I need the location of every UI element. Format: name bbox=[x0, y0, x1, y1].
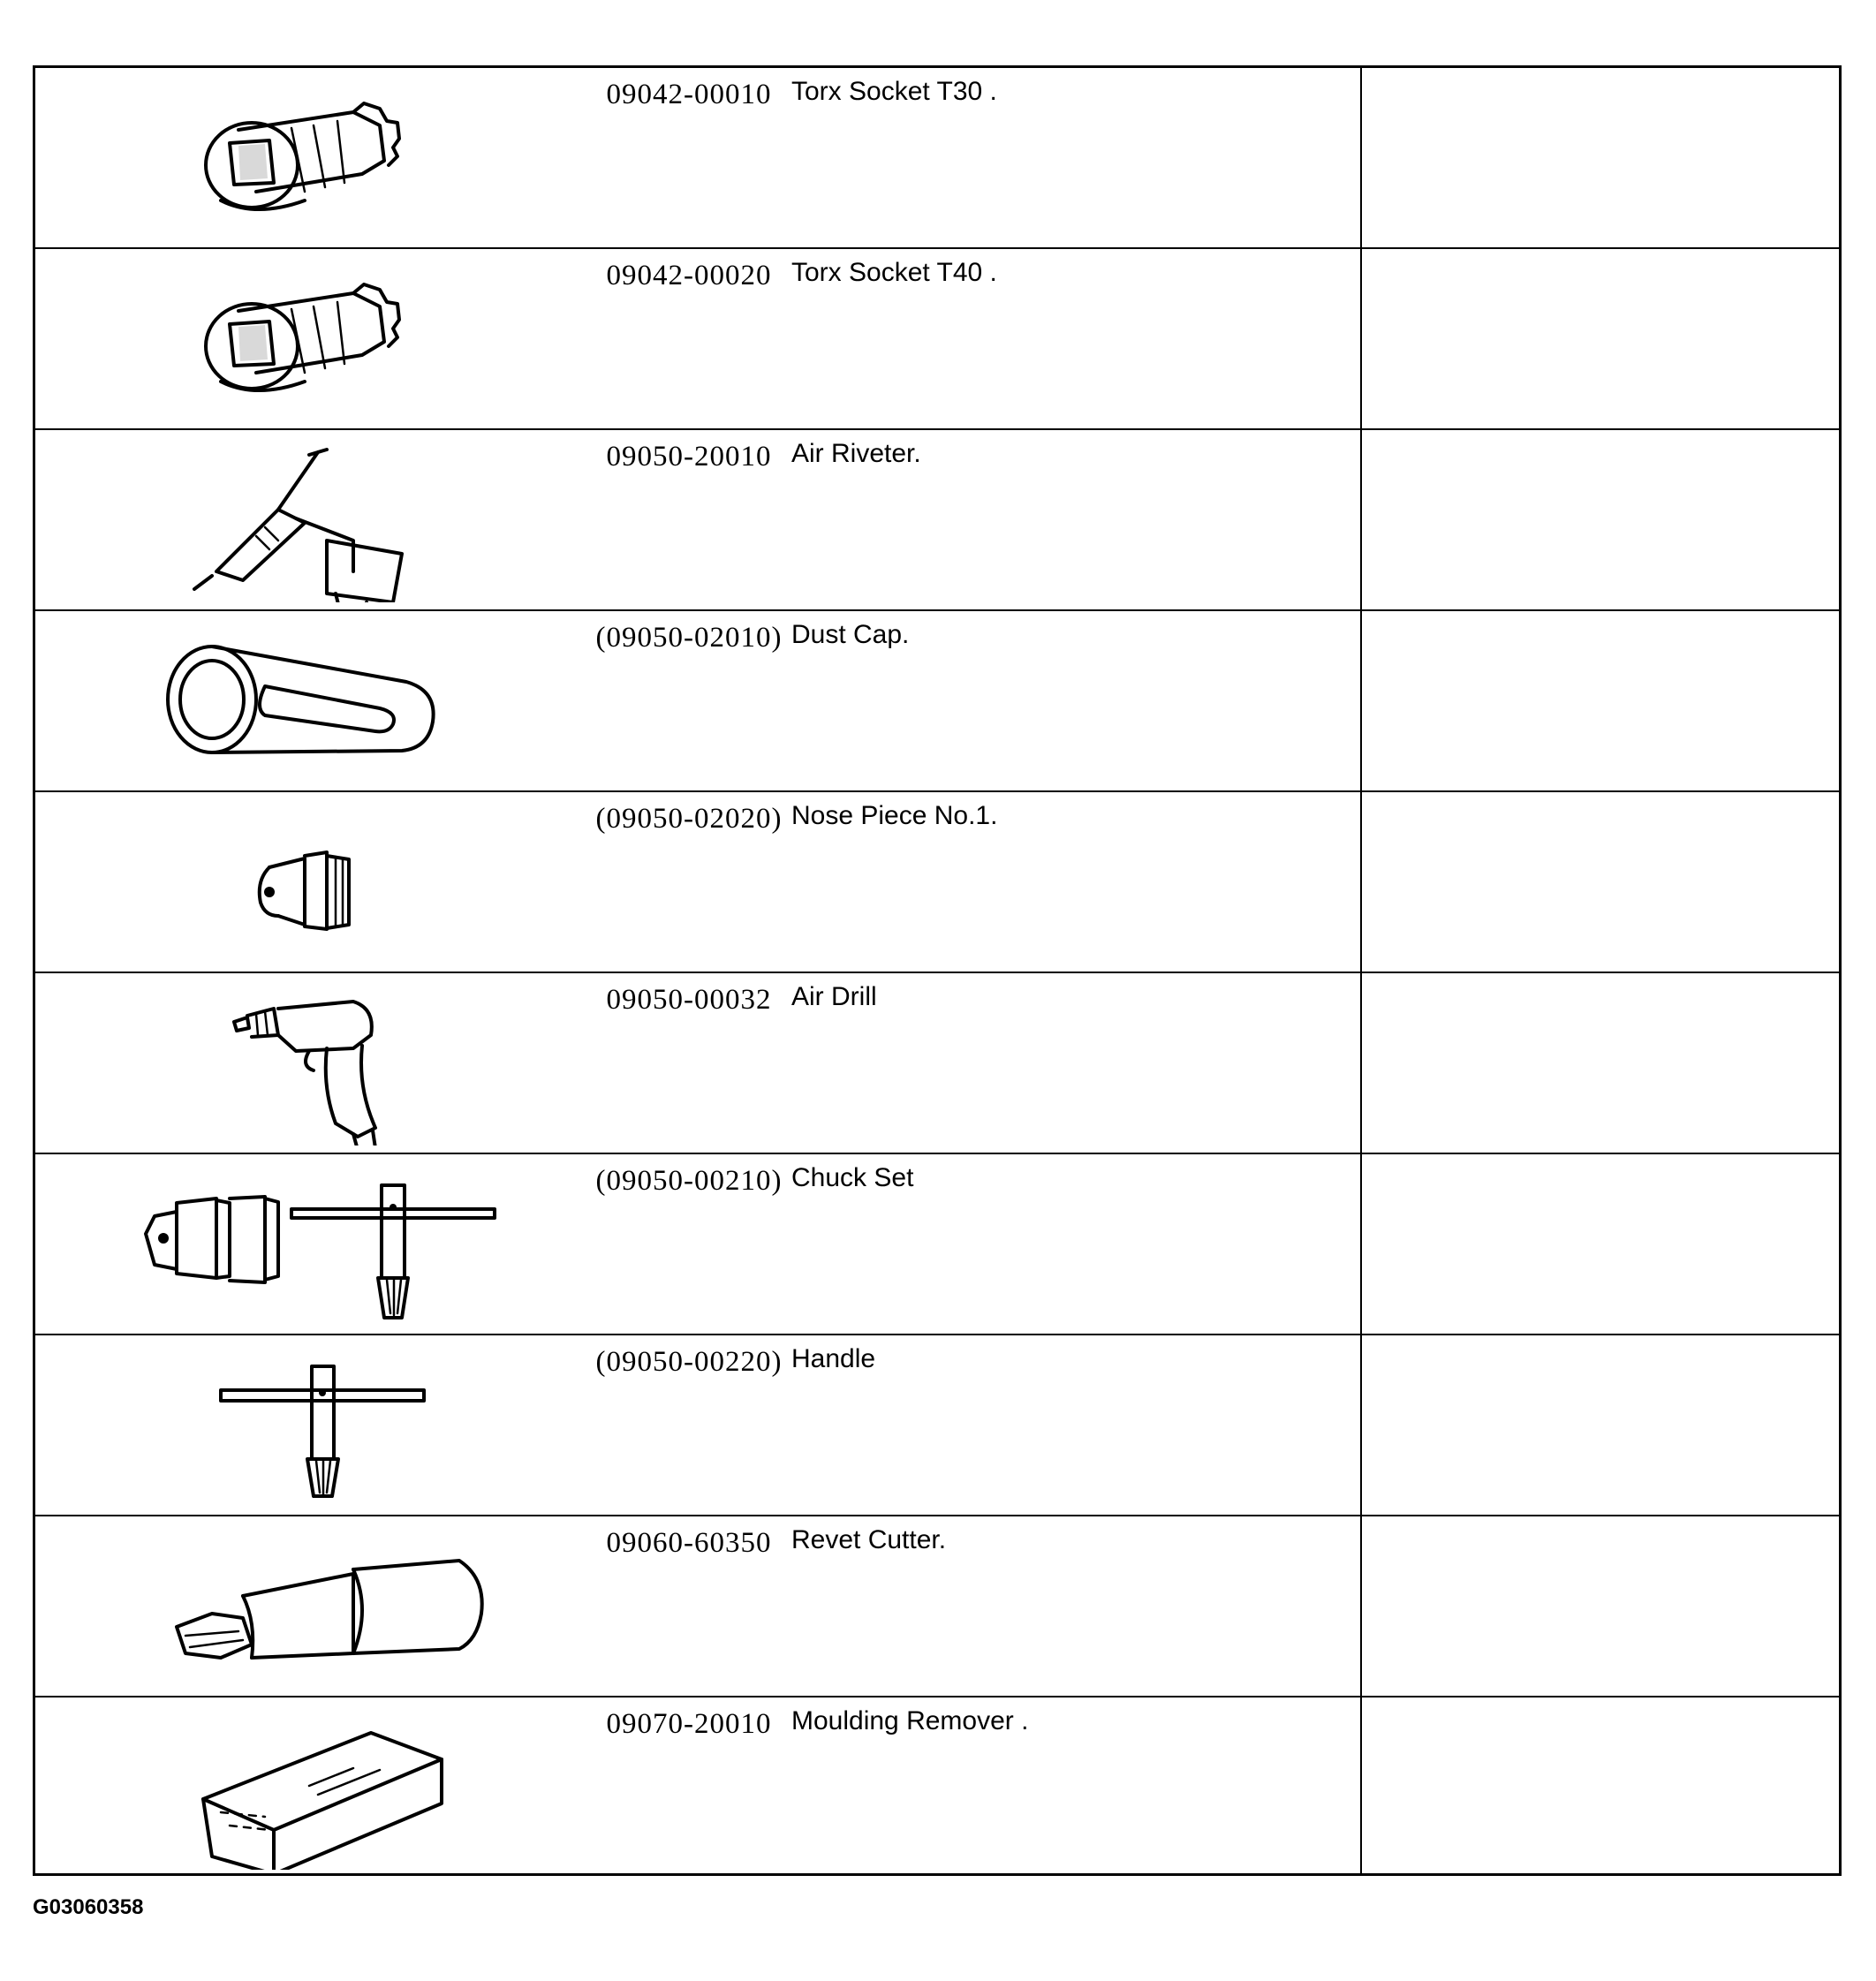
tool-name: Air Drill bbox=[791, 982, 877, 1011]
tool-name: Nose Piece No.1. bbox=[791, 801, 998, 830]
air-riveter-icon bbox=[88, 439, 565, 602]
chuck-handle-icon bbox=[88, 1344, 565, 1508]
torx-socket-icon bbox=[88, 77, 565, 240]
tool-name: Chuck Set bbox=[791, 1163, 914, 1192]
tool-name: Revet Cutter. bbox=[791, 1525, 947, 1554]
tool-row bbox=[35, 611, 1839, 792]
tool-name: Air Riveter. bbox=[791, 439, 921, 468]
part-number: 09060-60350 bbox=[606, 1527, 772, 1559]
tool-row bbox=[35, 1335, 1839, 1516]
torx-socket-icon bbox=[88, 258, 565, 421]
tool-row bbox=[35, 430, 1839, 611]
nose-piece-icon bbox=[88, 801, 565, 964]
tool-row bbox=[35, 792, 1839, 973]
part-number: 09042-00020 bbox=[606, 260, 772, 291]
tool-row bbox=[35, 1697, 1839, 1879]
tool-row bbox=[35, 249, 1839, 430]
tool-name: Moulding Remover . bbox=[791, 1706, 1029, 1735]
part-number: 09042-00010 bbox=[606, 79, 772, 110]
chuck-set-icon bbox=[88, 1163, 565, 1327]
tool-name: Dust Cap. bbox=[791, 620, 910, 649]
tool-name: Handle bbox=[791, 1344, 876, 1373]
air-drill-icon bbox=[88, 982, 565, 1146]
part-number: (09050-00210) bbox=[595, 1165, 783, 1197]
tool-name: Torx Socket T40 . bbox=[791, 258, 997, 287]
part-number: 09050-20010 bbox=[606, 441, 772, 473]
figure-code: G03060358 bbox=[33, 1895, 144, 1919]
tool-row bbox=[35, 68, 1839, 249]
tool-name: Torx Socket T30 . bbox=[791, 77, 997, 106]
part-number: (09050-02020) bbox=[595, 803, 783, 835]
part-number: 09070-20010 bbox=[606, 1708, 772, 1740]
special-tools-table bbox=[33, 65, 1842, 1876]
tool-row bbox=[35, 1154, 1839, 1335]
part-number: (09050-02010) bbox=[595, 622, 783, 654]
tool-row bbox=[35, 1516, 1839, 1697]
rivet-cutter-icon bbox=[88, 1525, 565, 1689]
moulding-remover-icon bbox=[88, 1706, 565, 1870]
part-number: (09050-00220) bbox=[595, 1346, 783, 1378]
dust-cap-icon bbox=[88, 620, 565, 783]
part-number: 09050-00032 bbox=[606, 984, 772, 1016]
tool-row bbox=[35, 973, 1839, 1154]
